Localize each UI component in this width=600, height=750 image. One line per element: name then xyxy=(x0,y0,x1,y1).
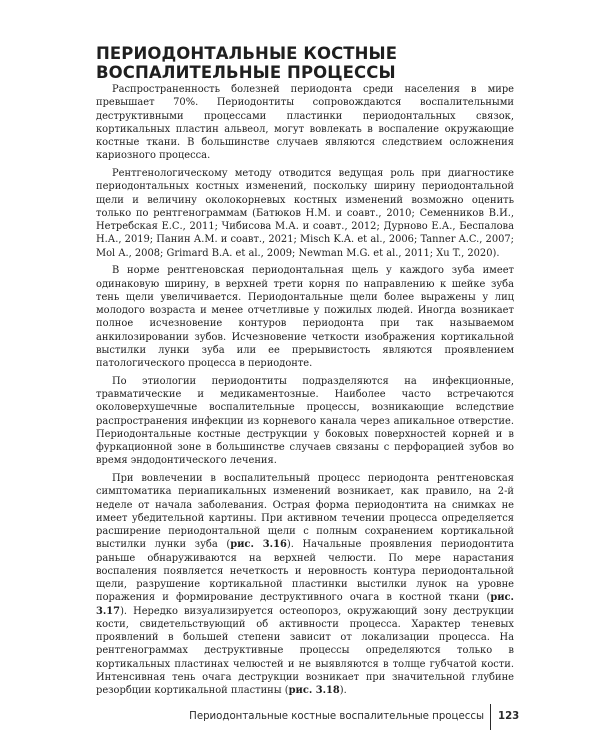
paragraph-text-segment: ). xyxy=(339,685,347,696)
paragraph-etiology: По этиологии периодонтиты подразделяются на инфекционные, травматические и медикаментозные. Наиболее часто встречаются околоверхушечные воспалительные процессы, возникающие вследствие распространения инфекции из корневого канала через апикальное отверстие. Периодонтальные костные деструкции у боковых поверхностей корней и в фуркационной зоне в большинстве случаев связаны с перфорацией зубов во время эндодонтического лечения. xyxy=(96,375,514,467)
paragraph-radiographic-signs xyxy=(96,472,514,697)
paragraph-text-segment: При вовлечении в воспалительный процесс периодонта рентгеновская симптоматика периапикальных изменений возникает, как правило, на 2-й неделе от начала заболевания. Острая форма периодонтита на снимках не имеет убедительной картины. При активном течении процесса определяется расширение периодонтальной щели с полным сохранением кортикальной выстилки лунки зуба ( xyxy=(96,473,514,551)
figure-reference-3-18: рис. 3.18 xyxy=(288,685,340,696)
figure-reference-3-17: рис. 3.17 xyxy=(96,592,514,617)
footer-divider xyxy=(490,704,491,730)
running-footer-title: Периодонтальные костные воспалительные процессы xyxy=(189,711,484,722)
paragraph-text-segment: ). Нередко визуализируется остеопороз, окружающий зону деструкции кости, свидетельствующий об активности процесса. Характер теневых проявлений в большей степени зависит от локализации процесса. На рентгенограммах деструктивные процессы определяются только в кортикальных пластинах челюстей и не выявляются в толще губчатой кости. Интенсивная тень очага деструкции возникает при значительной глубине резорбции кортикальной пластины ( xyxy=(96,605,514,696)
paragraph-text-segment: ). Начальные проявления периодонтита раньше обнаруживаются на верхней челюсти. По мере нарастания воспаления появляется нечеткость и неровность контура периодонтальной щели, разрушение кортикальной пластинки выстилки лунок на уровне поражения и формирование деструктивного очага в костной ткани ( xyxy=(96,539,514,604)
paragraph-normal-anatomy: В норме рентгеновская периодонтальная щель у каждого зуба имеет одинаковую ширину, в верхней трети корня по направлению к шейке зуба тень щели увеличивается. Периодонтальные щели более выражены у лиц молодого возраста и менее отчетливые у пожилых людей. Иногда возникает полное исчезновение контуров периодонта при так называемом анкилозировании зубов. Исчезновение четкости изображения кортикальной выстилки лунки зуба или ее прерывистость являются проявлением патологического процесса в периодонте. xyxy=(96,265,514,369)
paragraph-radiology-role: Рентгенологическому методу отводится ведущая роль при диагностике периодонтальных костных изменений, поскольку ширину периодонтальной щели и величину околокорневых костных изменений возможно оценить только по рентгенограммам (Батюков Н.М. и соавт., 2010; Семенников В.И., Нетребская Е.С., 2011; Чибисова М.А. и соавт., 2012; Дурново Е.А., Беспалова Н.А., 2019; Панин А.М. и соавт., 2021; Misch K.A. et al., 2006; Tanner A.C., 2007; Mol A., 2008; Grimard B.A. et al., 2009; Newman M.G. et al., 2011; Xu T., 2020). xyxy=(96,168,514,259)
page-number: 123 xyxy=(498,711,520,722)
figure-reference-3-16: рис. 3.16 xyxy=(230,539,287,551)
paragraph-prevalence: Распространенность болезней периодонта среди населения в мире превышает 70%. Периодонтиты сопровождаются воспалительными деструктивными процессами пластинки периодонтальных связок, кортикальных пластин альвеол, могут вовлекать в воспаление окружающие костные ткани. В большинстве случаев являются следствием осложнения кариозного процесса. xyxy=(96,84,514,162)
body-text xyxy=(96,83,514,702)
section-heading: ПЕРИОДОНТАЛЬНЫЕ КОСТНЫЕ ВОСПАЛИТЕЛЬНЫЕ ПРОЦЕССЫ xyxy=(96,44,398,82)
